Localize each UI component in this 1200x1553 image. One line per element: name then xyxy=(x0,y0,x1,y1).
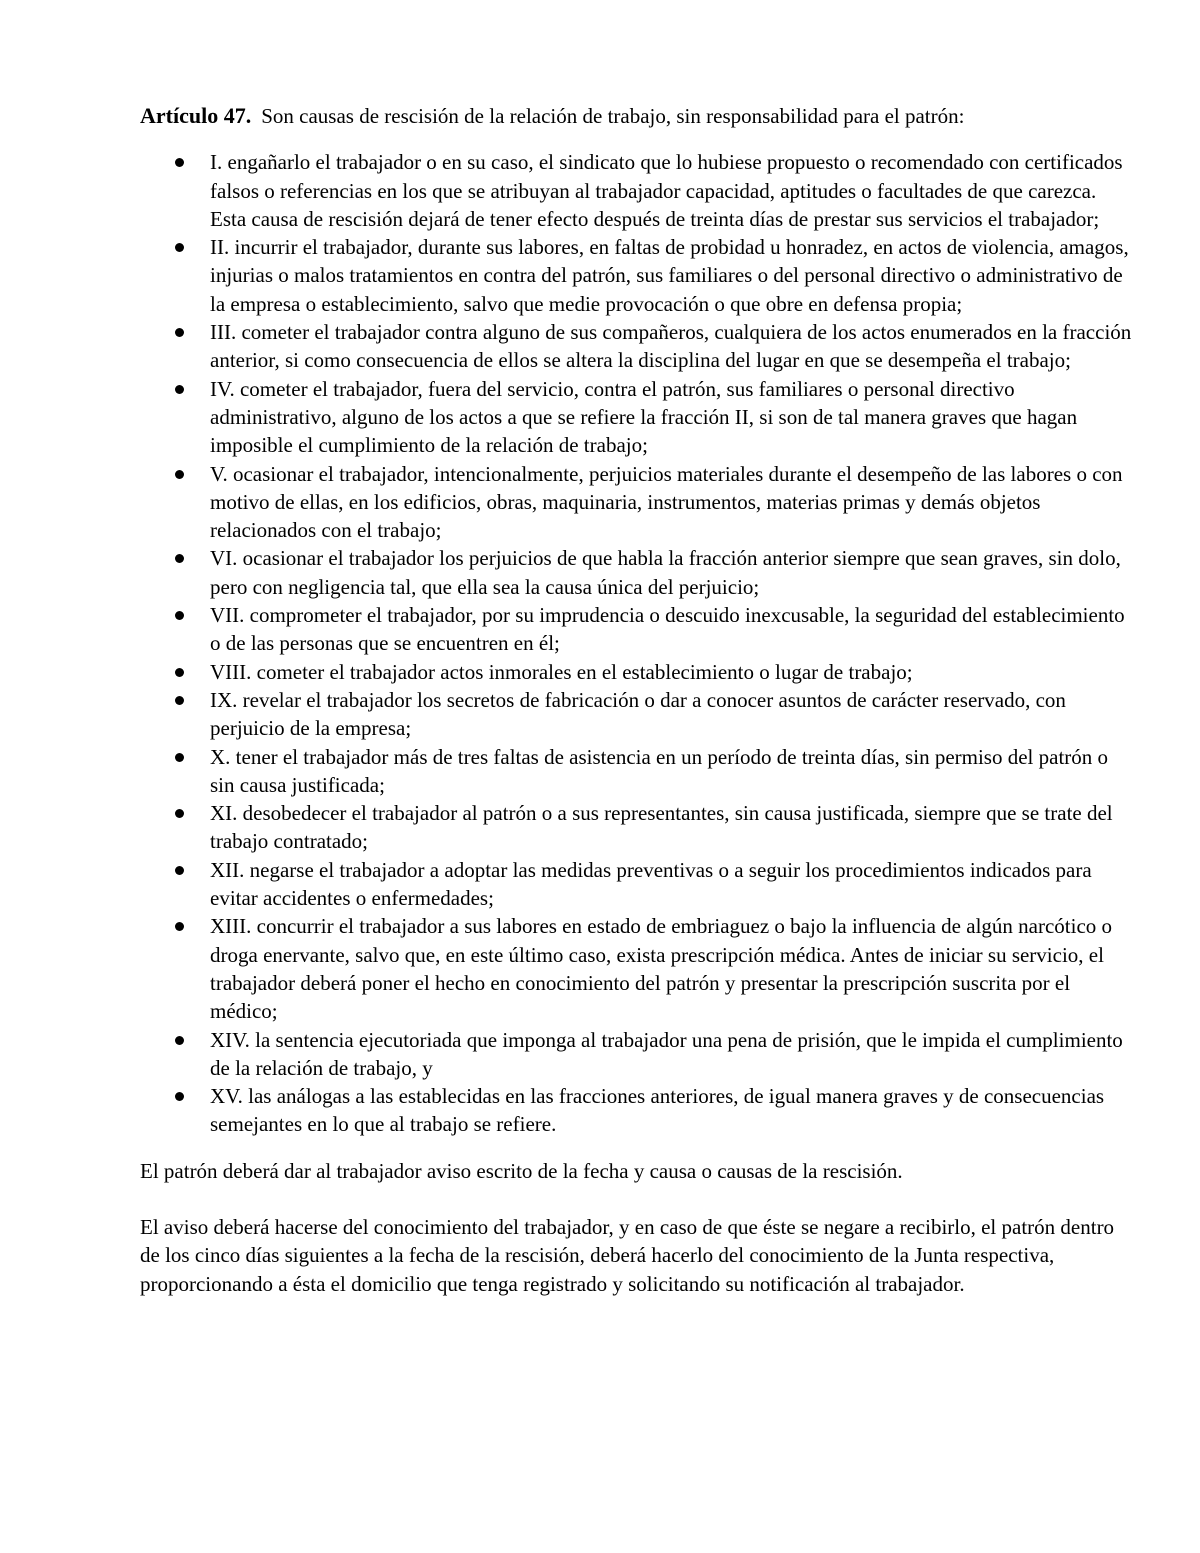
list-item xyxy=(140,544,1135,601)
bullet-icon xyxy=(175,1036,184,1045)
article-heading xyxy=(140,102,1135,130)
list-item xyxy=(140,1082,1135,1139)
list-item-text: I. engañarlo el trabajador o en su caso, el sindicato que lo hubiese propuesto o recomendado con certificados falsos o referencias en los que se atribuyan al trabajador capacidad, aptitudes o facultades de que carezca. Esta causa de rescisión dejará de tener efecto después de treinta días de prestar sus servicios el trabajador; xyxy=(210,150,1123,231)
list-item xyxy=(140,148,1135,233)
list-item xyxy=(140,912,1135,1025)
list-item xyxy=(140,856,1135,913)
bullet-icon xyxy=(175,753,184,762)
list-item-text: II. incurrir el trabajador, durante sus labores, en faltas de probidad u honradez, en actos de violencia, amagos, injurias o malos tratamientos en contra del patrón, sus familiares o del personal directivo o administrativo de la empresa o establecimiento, salvo que medie provocación o que obre en defensa propia; xyxy=(210,235,1129,316)
bullet-icon xyxy=(175,866,184,875)
list-item-text: VII. comprometer el trabajador, por su imprudencia o descuido inexcusable, la seguridad del establecimiento o de las personas que se encuentren en él; xyxy=(210,603,1125,656)
bullet-icon xyxy=(175,1092,184,1101)
list-item xyxy=(140,318,1135,375)
bullet-icon xyxy=(175,385,184,394)
list-item-text: IX. revelar el trabajador los secretos de fabricación o dar a conocer asuntos de carácter reservado, con perjuicio de la empresa; xyxy=(210,687,1066,741)
list-item-text: XV. las análogas a las establecidas en las fracciones anteriores, de igual manera graves y de consecuencias semejantes en lo que al trabajo se refiere. xyxy=(210,1084,1105,1137)
bullet-icon xyxy=(175,611,184,620)
list-item xyxy=(140,743,1135,800)
bullet-icon xyxy=(175,668,184,677)
article-intro: Son causas de rescisión de la relación de trabajo, sin responsabilidad para el patrón: xyxy=(261,104,965,128)
bullet-icon xyxy=(175,243,184,252)
bullet-icon xyxy=(175,809,184,818)
bullet-icon xyxy=(175,922,184,931)
list-item xyxy=(140,233,1135,318)
notice-delivery-paragraph: El aviso deberá hacerse del conocimiento del trabajador, y en caso de que éste se negare a recibirlo, el patrón dentro de los cinco días siguientes a la fecha de la rescisión, deberá hacerlo del conocimiento de la Junta respectiva, proporcionando a ésta el domicilio que tenga registrado y solicitando su notificación al trabajador. xyxy=(140,1214,1115,1296)
document-page xyxy=(140,102,1135,1326)
list-item-text: VIII. cometer el trabajador actos inmorales en el establecimiento o lugar de trabajo; xyxy=(210,659,913,684)
list-item xyxy=(140,375,1135,460)
list-item-text: III. cometer el trabajador contra alguno de sus compañeros, cualquiera de los actos enumerados en la fracción anterior, si como consecuencia de ellos se altera la disciplina del lugar en que se desempeña el trabajo; xyxy=(210,320,1132,373)
article-label: Artículo 47. xyxy=(140,103,252,128)
list-item xyxy=(140,799,1135,856)
notice-paragraph: El patrón deberá dar al trabajador aviso escrito de la fecha y causa o causas de la rescisión. xyxy=(140,1158,903,1183)
list-item xyxy=(140,658,1135,686)
list-item-text: X. tener el trabajador más de tres faltas de asistencia en un período de treinta días, sin permiso del patrón o sin causa justificada; xyxy=(210,744,1109,797)
bullet-icon xyxy=(175,328,184,337)
causes-list xyxy=(140,148,1135,1138)
list-item-text: V. ocasionar el trabajador, intencionalmente, perjuicios materiales durante el desempeño de las labores o con motivo de ellas, en los edificios, obras, maquinaria, instrumentos, materias primas y demás objetos relacionados con el trabajo; xyxy=(210,461,1123,543)
list-item xyxy=(140,1026,1135,1083)
list-item-text: XIV. la sentencia ejecutoriada que imponga al trabajador una pena de prisión, que le impida el cumplimiento de la relación de trabajo, y xyxy=(210,1027,1123,1080)
bullet-icon xyxy=(175,554,184,563)
list-item xyxy=(140,686,1135,743)
list-item xyxy=(140,601,1135,658)
bullet-icon xyxy=(175,696,184,705)
list-item-text: VI. ocasionar el trabajador los perjuicios de que habla la fracción anterior siempre que sean graves, sin dolo, pero con negligencia tal, que ella sea la causa única del perjuicio; xyxy=(210,546,1121,599)
bullet-icon xyxy=(175,158,184,167)
list-item-text: XI. desobedecer el trabajador al patrón o a sus representantes, sin causa justificada, siempre que se trate del trabajo contratado; xyxy=(210,801,1113,854)
bullet-icon xyxy=(175,470,184,479)
list-item-text: XIII. concurrir el trabajador a sus labores en estado de embriaguez o bajo la influencia de algún narcótico o droga enervante, salvo que, en este último caso, exista prescripción médica. Antes de iniciar su servicio, el trabajador deberá poner el hecho en conocimiento del patrón y presentar la prescripción suscrita por el médico; xyxy=(210,914,1113,1024)
list-item-text: XII. negarse el trabajador a adoptar las medidas preventivas o a seguir los procedimientos indicados para evitar accidentes o enfermedades; xyxy=(210,857,1092,911)
list-item xyxy=(140,460,1135,545)
list-item-text: IV. cometer el trabajador, fuera del servicio, contra el patrón, sus familiares o personal directivo administrativo, alguno de los actos a que se refiere la fracción II, si son de tal manera graves que hagan imposible el cumplimiento de la relación de trabajo; xyxy=(210,376,1078,458)
